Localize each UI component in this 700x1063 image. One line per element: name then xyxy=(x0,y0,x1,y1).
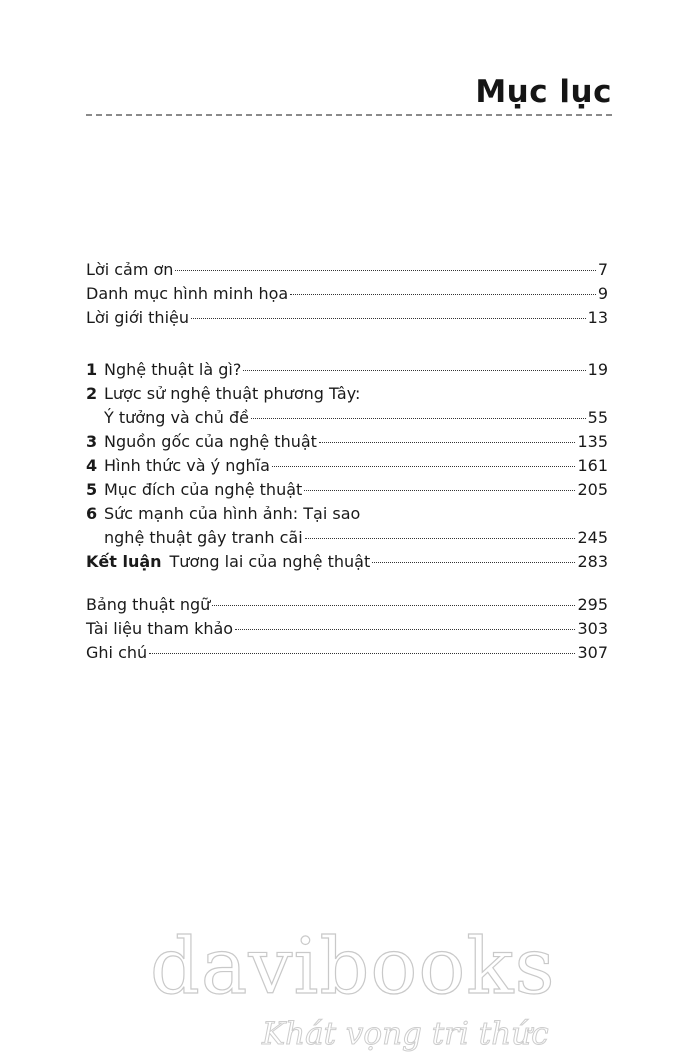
chapter-number: 4 xyxy=(86,456,98,475)
chapter-number: 5 xyxy=(86,480,98,499)
chapter-number: 6 xyxy=(86,504,98,523)
toc-entry-label: Tương lai của nghệ thuật xyxy=(169,552,371,571)
toc-entry-label: Sức mạnh của hình ảnh: Tại sao xyxy=(104,504,361,523)
toc-entry-page: 13 xyxy=(587,308,608,327)
toc-entry[interactable] xyxy=(86,593,608,617)
toc-entry-page: 205 xyxy=(577,480,608,499)
watermark-brand: davibooks xyxy=(150,922,556,1012)
toc-entry-page: 303 xyxy=(577,619,608,638)
dot-leader xyxy=(319,441,576,443)
dot-leader xyxy=(304,489,575,491)
toc-chapter-2-line2[interactable] xyxy=(86,406,608,430)
toc-entry-page: 283 xyxy=(577,552,608,571)
toc-entry-label: Tài liệu tham khảo xyxy=(86,619,234,638)
page-title: Mục lục xyxy=(475,74,612,110)
chapter-list xyxy=(86,358,608,574)
toc-entry-label: Nguồn gốc của nghệ thuật xyxy=(104,432,317,451)
toc-entry-page: 135 xyxy=(577,432,608,451)
toc-entry-page: 295 xyxy=(577,595,608,614)
toc-entry-label: Bảng thuật ngữ xyxy=(86,595,211,614)
chapter-number: 1 xyxy=(86,360,98,379)
toc-chapter-5[interactable] xyxy=(86,478,608,502)
toc-conclusion[interactable] xyxy=(86,550,608,574)
toc-entry-label: Ghi chú xyxy=(86,643,148,662)
toc-chapter-4[interactable] xyxy=(86,454,608,478)
toc-entry[interactable] xyxy=(86,258,608,282)
dot-leader xyxy=(212,604,575,606)
dot-leader xyxy=(235,628,575,630)
chapter-number: 2 xyxy=(86,384,98,403)
toc-entry-page: 161 xyxy=(577,456,608,475)
dot-leader xyxy=(372,561,575,563)
dot-leader xyxy=(175,269,595,271)
toc-entry-label: Danh mục hình minh họa xyxy=(86,284,289,303)
conclusion-prefix: Kết luận xyxy=(86,552,162,571)
toc-entry-label: Nghệ thuật là gì? xyxy=(104,360,242,379)
toc-entry-page: 9 xyxy=(597,284,608,303)
toc-entry-label: Ý tưởng và chủ đề xyxy=(104,408,249,427)
toc-chapter-6-line2[interactable] xyxy=(86,526,608,550)
dot-leader xyxy=(290,293,596,295)
toc-entry-page: 7 xyxy=(597,260,608,279)
toc-entry-label: Lời cảm ơn xyxy=(86,260,174,279)
dot-leader xyxy=(243,369,585,371)
toc-entry-label: Lược sử nghệ thuật phương Tây: xyxy=(104,384,361,403)
toc-chapter-1[interactable] xyxy=(86,358,608,382)
toc-entry-label: nghệ thuật gây tranh cãi xyxy=(104,528,303,547)
dot-leader xyxy=(191,317,586,319)
toc-entry-page: 307 xyxy=(577,643,608,662)
dot-leader xyxy=(149,652,575,654)
dot-leader xyxy=(272,465,576,467)
toc-entry-label: Hình thức và ý nghĩa xyxy=(104,456,270,475)
back-matter-list xyxy=(86,593,608,665)
toc-entry-page: 55 xyxy=(587,408,608,427)
toc-entry-page: 245 xyxy=(577,528,608,547)
watermark-tagline: Khát vọng tri thức xyxy=(262,1016,549,1052)
toc-entry[interactable] xyxy=(86,641,608,665)
toc-chapter-3[interactable] xyxy=(86,430,608,454)
title-divider xyxy=(86,114,612,116)
front-matter-list xyxy=(86,258,608,330)
toc-entry[interactable] xyxy=(86,282,608,306)
toc-entry[interactable] xyxy=(86,306,608,330)
dot-leader xyxy=(251,417,586,419)
toc-chapter-2-line1[interactable] xyxy=(86,382,608,406)
toc-chapter-6-line1[interactable] xyxy=(86,502,608,526)
toc-entry-label: Mục đích của nghệ thuật xyxy=(104,480,303,499)
dot-leader xyxy=(305,537,576,539)
chapter-number: 3 xyxy=(86,432,98,451)
toc-entry[interactable] xyxy=(86,617,608,641)
toc-entry-page: 19 xyxy=(587,360,608,379)
toc-entry-label: Lời giới thiệu xyxy=(86,308,189,327)
